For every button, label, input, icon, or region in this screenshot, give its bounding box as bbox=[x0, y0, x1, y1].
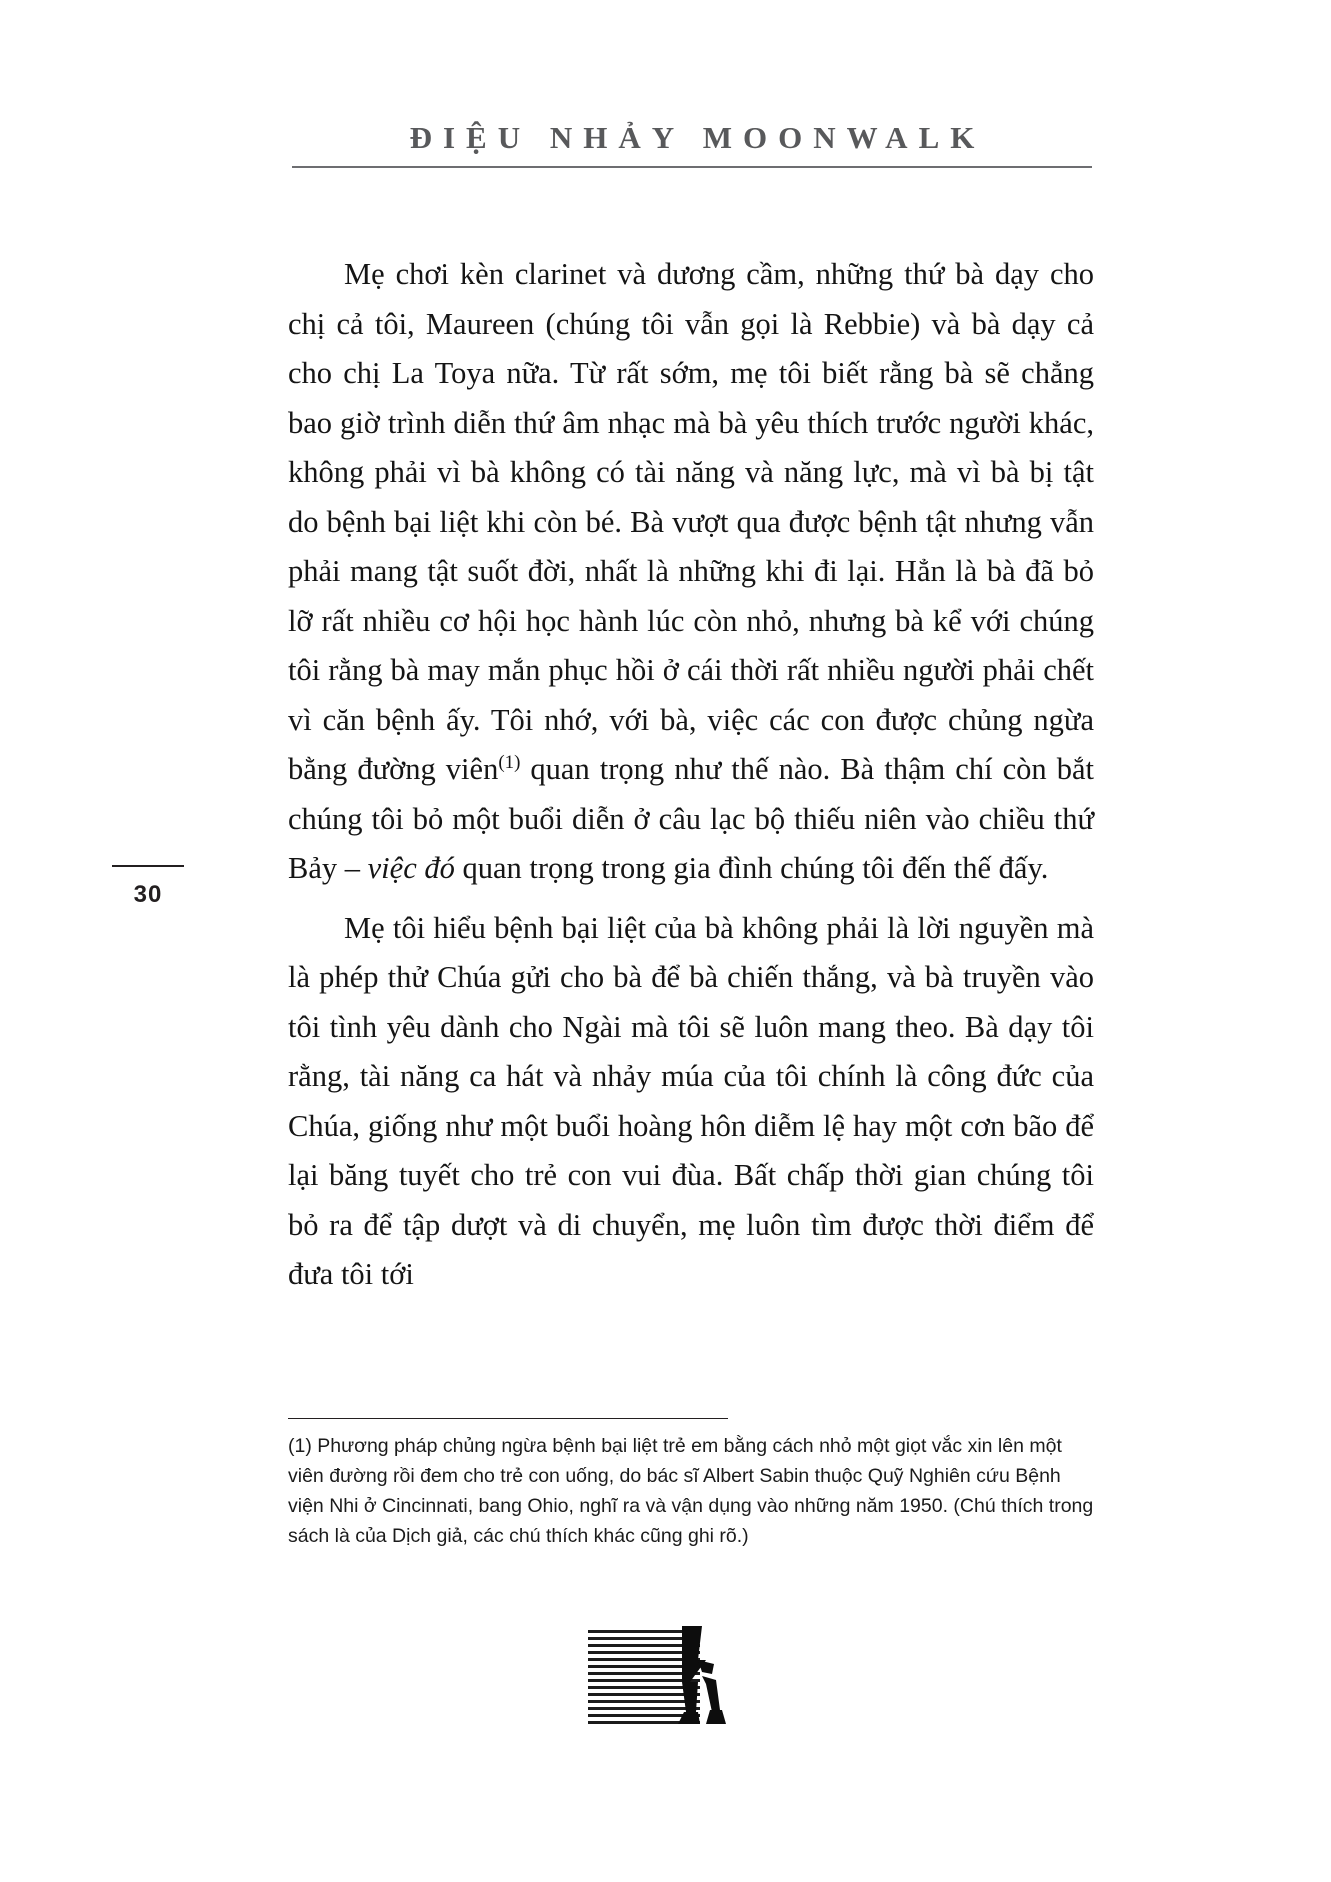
paragraph-1-text-a: Mẹ chơi kèn clarinet và dương cầm, những thứ bà dạy cho chị cả tôi, Maureen (chúng tôi vẫn gọi là Rebbie) và bà dạy cả cho chị La Toya nữa. Từ rất sớm, mẹ tôi biết rằng bà sẽ chẳng bao giờ trình diễn thứ âm nhạc mà bà yêu thích trước người khác, không phải vì bà không có tài năng và năng lực, mà vì bà bị tật do bệnh bại liệt khi còn bé. Bà vượt qua được bệnh tật nhưng vẫn phải mang tật suốt đời, nhất là những khi đi lại. Hẳn là bà đã bỏ lỡ rất nhiều cơ hội học hành lúc còn nhỏ, nhưng bà kể với chúng tôi rằng bà may mắn phục hồi ở cái thời rất nhiều người phải chết vì căn bệnh ấy. Tôi nhớ, với bà, việc các con được chủng ngừa bằng đường viên bbox=[288, 257, 1094, 786]
paragraph-1-text-c: quan trọng trong gia đình chúng tôi đến thế đấy. bbox=[454, 851, 1049, 885]
footnote-block bbox=[288, 1418, 1094, 1551]
paragraph-1-emphasis: việc đó bbox=[367, 851, 455, 885]
moonwalk-dancer-icon bbox=[586, 1620, 746, 1740]
footnote-separator-rule bbox=[288, 1418, 728, 1419]
running-head-title: ĐIỆU NHẢY MOONWALK bbox=[409, 120, 986, 155]
section-ornament bbox=[0, 1620, 1331, 1740]
paragraph-1-text-b: quan trọng như thế nào. Bà thậm chí còn bắt chúng tôi bỏ một buổi diễn ở câu lạc bộ thiếu niên vào chiều thứ Bảy – bbox=[288, 752, 1094, 885]
footnote-text: (1) Phương pháp chủng ngừa bệnh bại liệt trẻ em bằng cách nhỏ một giọt vắc xin lên một viên đường rồi đem cho trẻ con uống, do bác sĩ Albert Sabin thuộc Quỹ Nghiên cứu Bệnh viện Nhi ở Cincinnati, bang Ohio, nghĩ ra và vận dụng vào những năm 1950. (Chú thích trong sách là của Dịch giả, các chú thích khác cũng ghi rõ.) bbox=[288, 1435, 1094, 1547]
footnote-reference-marker: (1) bbox=[498, 751, 521, 773]
paragraph-gap bbox=[288, 894, 1094, 904]
page-number: 30 bbox=[133, 881, 163, 908]
paragraph-2: Mẹ tôi hiểu bệnh bại liệt của bà không phải là lời nguyền mà là phép thử Chúa gửi cho bà để bà chiến thắng, và bà truyền vào tôi tình yêu dành cho Ngài mà tôi sẽ luôn mang theo. Bà dạy tôi rằng, tài năng ca hát và nhảy múa của tôi chính là công đức của Chúa, giống như một buổi hoàng hôn diễm lệ hay một cơn bão để lại băng tuyết cho trẻ con vui đùa. Bất chấp thời gian chúng tôi bỏ ra để tập dượt và di chuyển, mẹ luôn tìm được thời điểm để đưa tôi tới bbox=[288, 910, 1094, 1291]
paragraph-1 bbox=[288, 250, 1094, 894]
running-head bbox=[292, 120, 1092, 168]
page-folio bbox=[100, 865, 196, 909]
running-head-rule bbox=[292, 166, 1092, 168]
folio-rule bbox=[112, 865, 184, 867]
body-text bbox=[288, 250, 1094, 1300]
